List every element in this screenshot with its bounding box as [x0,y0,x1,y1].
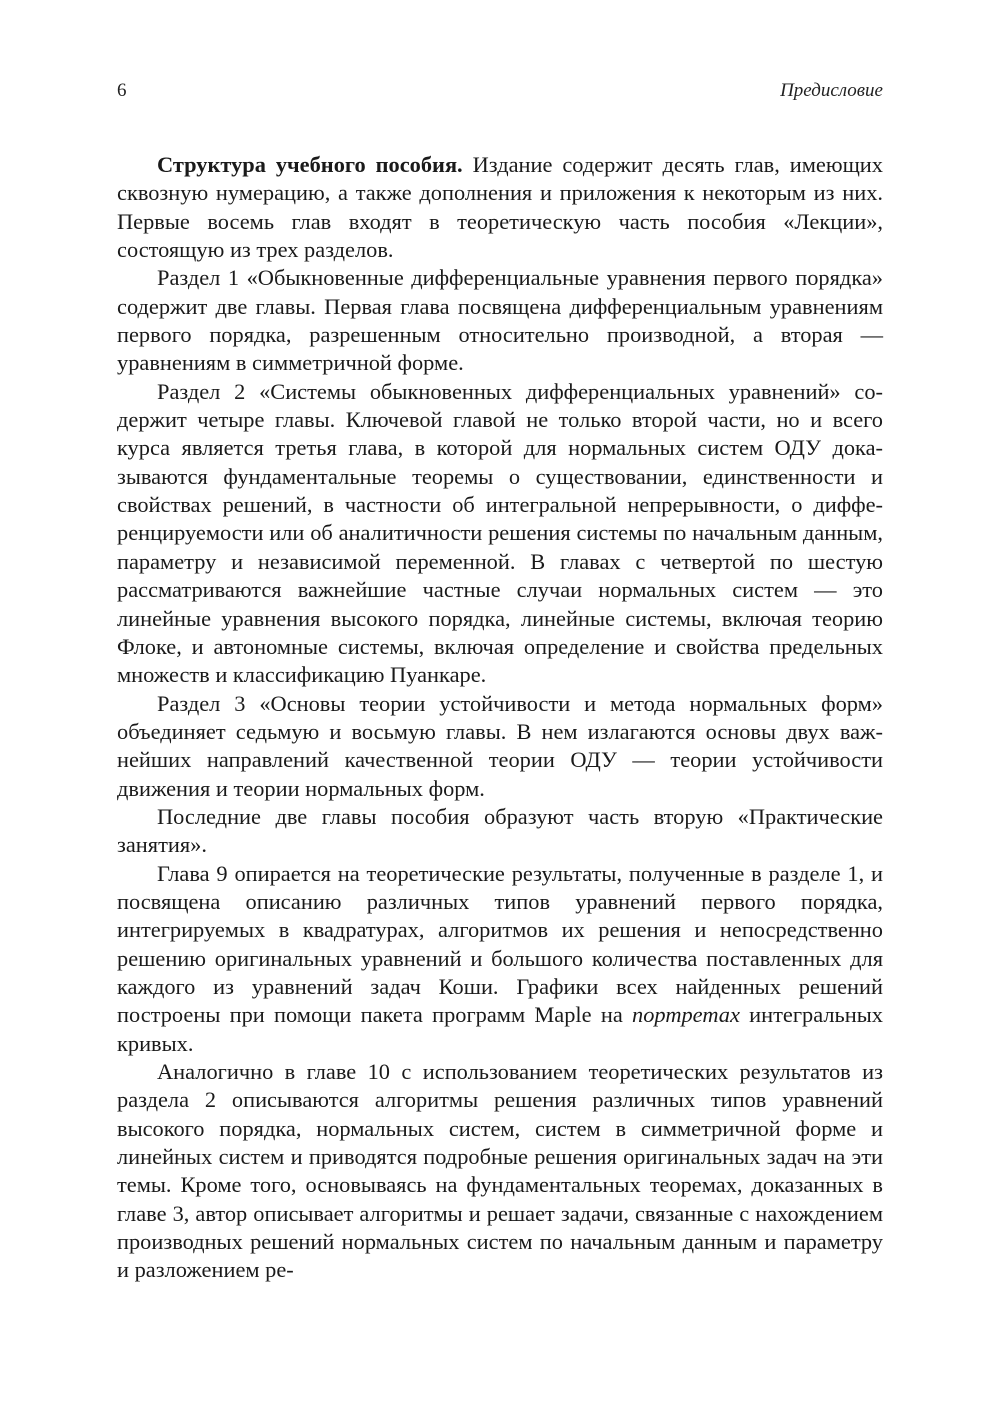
paragraph-text: Издание содержит десять глав, имеющих сквозную нумерацию, а также дополнения и приложения к некоторым из них. Первые восемь глав входят в теоретическую часть пособия «Лекции», состоящую из трех разделов. [117,152,883,263]
paragraph-section-3 [117,690,883,803]
paragraph-text: Аналогично в главе 10 с использованием теоретических результатов из раздела 2 описываются алгоритмы решения различных типов уравнений высокого порядка, нормальных систем, систем в симметричной форме и линейных систем и приводятся подробные решения оригинальных задач на эти темы. Кроме того, основываясь на фундаментальных теоремах, доказанных в главе 3, автор описывает алгоритмы и решает задачи, связанные с нахождением производных решений нормальных систем по начальным данным и параметру и разложением ре- [117,1059,883,1283]
paragraph-chapter-9 [117,860,883,1058]
run-in-heading: Структура учебного пособия. [157,152,463,177]
body-text [117,151,883,1285]
paragraph-structure [117,151,883,264]
paragraph-text: Раздел 2 «Системы обыкновенных дифференциальных уравнений» содержит четыре главы. Ключевой главой не только второй части, но и всего курса является третья глава, в которой для нормальных систем ОДУ доказываются фундаментальные теоремы о существовании, единственности и свойствах решений, в частности об интегральной непрерывности, о дифференцируемости или об аналитичности решения системы по начальным данным, параметру и независимой переменной. В главах с четвертой по шестую рассматриваются важнейшие частные случаи нормальных систем — это линейные уравнения высокого порядка, линейные системы, включая теорию Флоке, и автономные системы, включая определение и свойства предельных множеств и классификацию Пуанкаре. [117,378,883,688]
paragraph-practical [117,803,883,860]
paragraph-text: Раздел 3 «Основы теории устойчивости и метода нормальных форм» объединяет седьмую и восьмую главы. В нем излагаются основы двух важнейших направлений качественной теории ОДУ — теории устойчивости движения и теории нормальных форм. [117,690,883,801]
paragraph-text: интегральных кривых. [117,1002,883,1056]
paragraph-text: Раздел 1 «Обыкновенные дифференциальные уравнения первого порядка» содержит две главы. Первая глава посвящена дифференциальным уравнениям первого порядка, разрешенным относительно производной, а вторая — уравнениям в симметричной форме. [117,265,883,376]
emphasis-text: портретах [632,1002,740,1028]
paragraph-text: Последние две главы пособия образуют часть вторую «Практические занятия». [117,803,883,858]
page-number: 6 [117,80,127,101]
paragraph-section-2 [117,378,883,690]
running-title: Предисловие [780,80,883,101]
paragraph-text: Глава 9 опирается на теоретические результаты, полученные в разделе 1, и посвящена описанию различных типов уравнений первого порядка, интегрируемых в квадратурах, алгоритмов их решения и непосредственно решению оригинальных уравнений и большого количества поставленных для каждого из уравнений задач Коши. Графики всех найденных решений построены при помощи пакета программ Maple на [117,860,883,1028]
paragraph-chapter-10 [117,1058,883,1285]
paragraph-section-1 [117,264,883,377]
running-head [117,80,883,108]
